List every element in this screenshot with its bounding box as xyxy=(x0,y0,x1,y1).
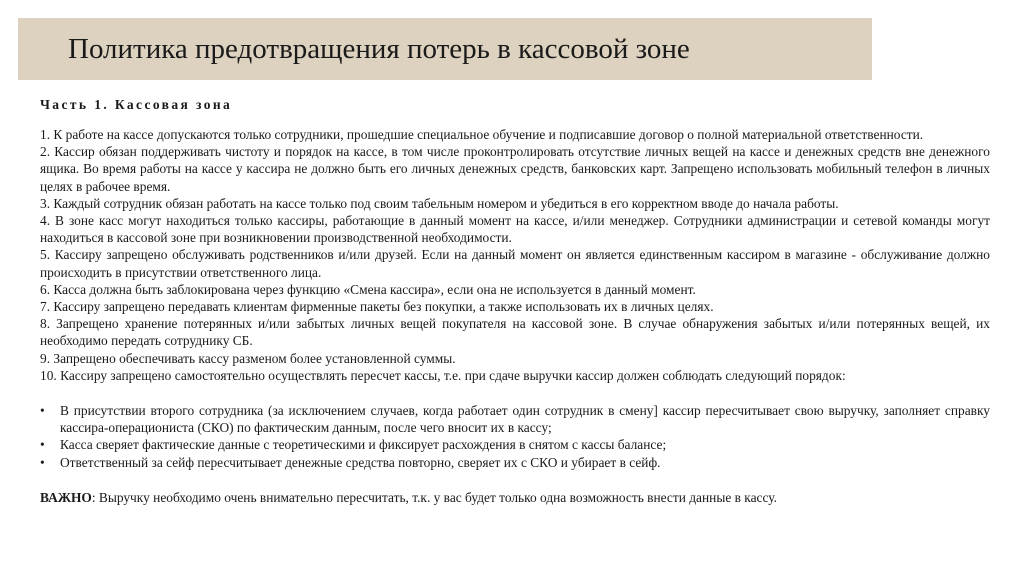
bullet-text: В присутствии второго сотрудника (за исключением случаев, когда работает один сотрудник в смену] кассир пересчитывает свою выручку, заполняет справку кассира-операциониста (СКО) по фактическим данным, после чего вносит их в кассу; xyxy=(60,403,990,436)
bullet-icon: • xyxy=(40,437,45,453)
spacer xyxy=(40,384,990,402)
list-item: 5. Кассиру запрещено обслуживать родственников и/или друзей. Если на данный момент он является единственным кассиром в магазине - обслуживание должно происходить в присутствии ответственного лица. xyxy=(40,247,990,280)
bullet-item xyxy=(40,402,990,436)
bullet-item xyxy=(40,454,990,471)
list-item: 1. К работе на кассе допускаются только сотрудники, прошедшие специальное обучение и подписавшие договор о полной материальной ответственности. xyxy=(40,127,924,142)
note-label: ВАЖНО xyxy=(40,489,92,505)
title-band xyxy=(18,18,872,80)
bullet-icon: • xyxy=(40,403,45,419)
important-note xyxy=(40,489,990,506)
note-text: : Выручку необходимо очень внимательно пересчитать, т.к. у вас будет только одна возможность внести данные в кассу. xyxy=(91,489,777,505)
list-item: 10. Кассиру запрещено самостоятельно осуществлять пересчет кассы, т.е. при сдаче выручки кассир должен соблюдать следующий порядок: xyxy=(40,367,846,383)
bullet-icon: • xyxy=(40,454,45,470)
bullet-item xyxy=(40,436,990,453)
list-item: 7. Кассиру запрещено передавать клиентам фирменные пакеты без покупки, а также использовать их в личных целях. xyxy=(40,299,714,315)
list-item: 8. Запрещено хранение потерянных и/или забытых личных вещей покупателя на кассовой зоне. В случае обнаружения забытых и/или потерянных вещей, их необходимо передать сотруднику СБ. xyxy=(40,316,990,349)
list-item: 6. Касса должна быть заблокирована через функцию «Смена кассира», если она не используется в данный момент. xyxy=(40,281,696,297)
bullet-text: Касса сверяет фактические данные с теоретическими и фиксирует расхождения в снятом с кассы балансе; xyxy=(60,437,667,453)
list-item: 2. Кассир обязан поддерживать чистоту и порядок на кассе, в том числе проконтролировать отсутствие личных вещей на кассе и денежных средств вне денежного ящика. Во время работы на кассе у кассира не должно быть его личных денежных средств, банковских карт. Запрещено использовать мобильный телефон в личных целях в рабочее время. xyxy=(40,144,990,194)
section-title: Часть 1. Кассовая зона xyxy=(40,97,233,112)
list-item: 4. В зоне касс могут находиться только кассиры, работающие в данный момент на кассе, и/или менеджер. Сотрудники администрации и сетевой команды могут находиться в кассовой зоне при возникновении производственной необходимости. xyxy=(40,213,990,246)
content xyxy=(40,96,990,506)
slide-title: Политика предотвращения потерь в кассовой зоне xyxy=(68,33,690,65)
list-item: 9. Запрещено обеспечивать кассу разменом более установленной суммы. xyxy=(40,350,456,366)
bullet-text: Ответственный за сейф пересчитывает денежные средства повторно, сверяет их с СКО и убирает в сейф. xyxy=(60,454,661,470)
list-item: 3. Каждый сотрудник обязан работать на кассе только под своим табельным номером и убедиться в его корректном вводе до начала работы. xyxy=(40,195,839,211)
